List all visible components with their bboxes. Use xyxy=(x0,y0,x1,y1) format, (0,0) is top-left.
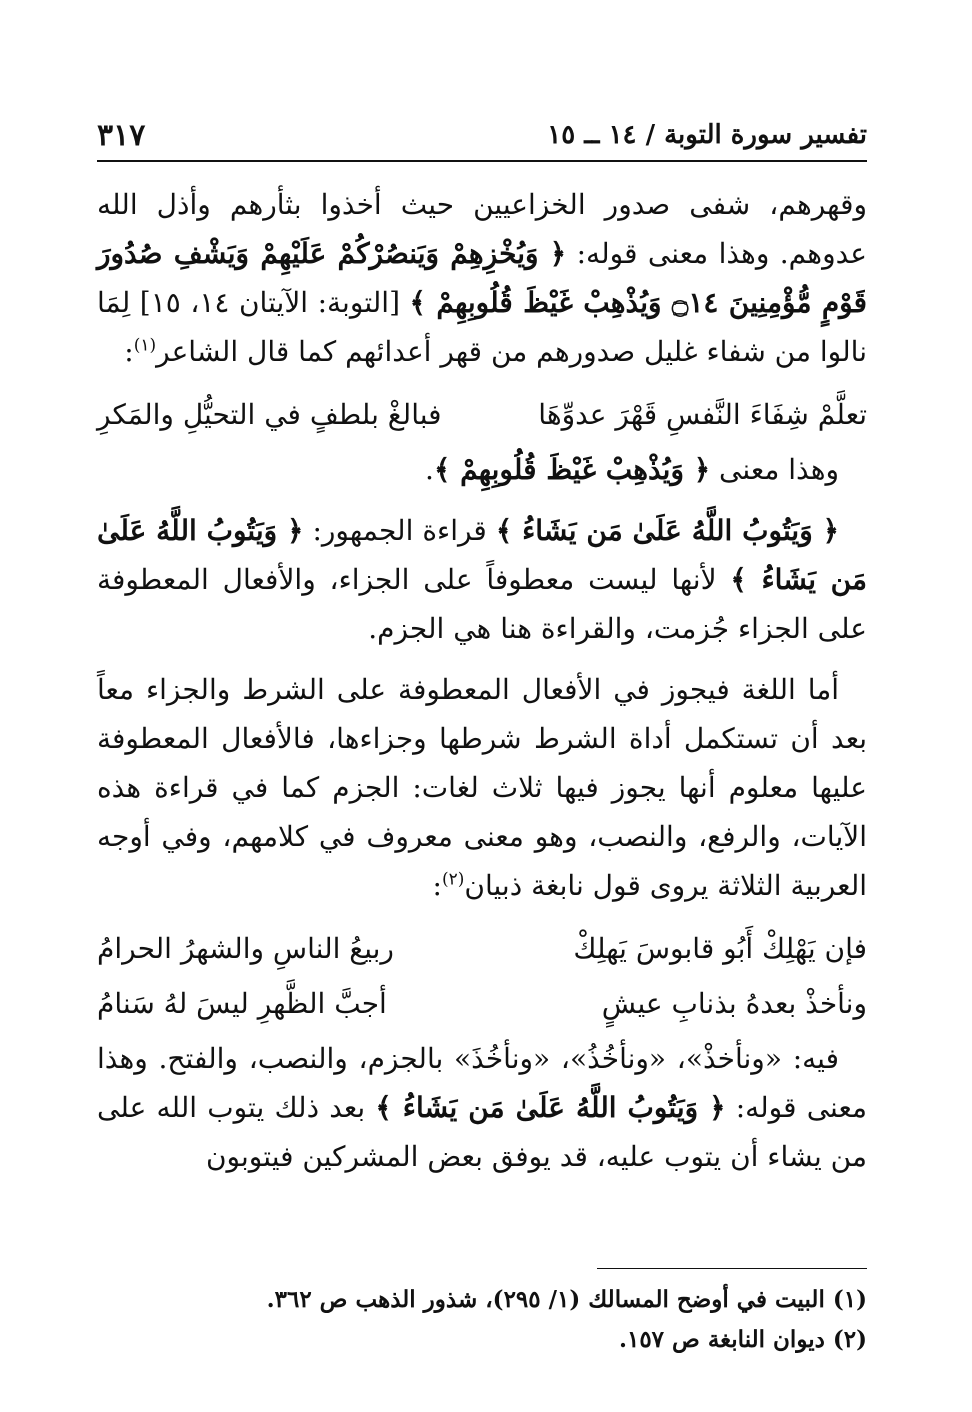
footnote-reference[interactable]: (١) xyxy=(133,335,157,356)
running-title: تفسير سورة التوبة / ١٤ ــ ١٥ xyxy=(547,120,867,150)
footnotes xyxy=(97,1280,867,1360)
paragraph-4 xyxy=(97,665,867,910)
quran-quote: ﴿ وَيُخْزِهِمْ وَيَنصُرْكُمْ عَلَيْهِمْ وَيَشْفِ صُدُورَ قَوْمٍ مُّؤْمِنِينَ ۝١٤ وَيُذْهِبْ غَيْظَ قُلُوبِهِمْ ﴾ xyxy=(97,237,868,319)
verse-hemistich-first: تعلَّمْ شِفَاءَ النَّفسِ قَهْرَ عدوِّهَا xyxy=(538,398,867,431)
text-run: فيه: «ونأخذْ»، «ونأخُذُ»، «ونأخُذَ» بالجزم، والنصب، والفتح. وهذا معنى قوله: xyxy=(97,1042,867,1124)
paragraph-5 xyxy=(97,1034,867,1181)
verse-hemistich-first: فإن يَهْلِكْ أَبُو قابوسَ يَهلِكْ xyxy=(573,932,867,965)
poetry-verses-2 xyxy=(97,924,867,1028)
text-run: لأنها ليست معطوفاً على الجزاء، والأفعال المعطوفة على الجزاء جُزمت، والقراءة هنا هي الجزم. xyxy=(97,563,867,645)
footnote-1 xyxy=(97,1280,867,1320)
footnote-text: ديوان النابغة ص ١٥٧. xyxy=(618,1326,825,1353)
footnote-reference[interactable]: (٢) xyxy=(441,869,465,890)
verse-hemistich-second: فبالغْ بلطفٍ في التحيُّلِ والمَكرِ xyxy=(97,398,442,431)
paragraph-3 xyxy=(97,506,867,653)
paragraph-2 xyxy=(97,445,867,494)
verse-hemistich-second: ربيعُ الناسِ والشهرُ الحرامُ xyxy=(97,932,394,965)
main-text xyxy=(97,180,867,1181)
header-divider xyxy=(97,160,867,162)
text-run: قراءة الجمهور: xyxy=(303,514,496,547)
text-run: بعد ذلك يتوب الله على من يشاء أن يتوب عليه، قد يوفق بعض المشركين فيتوبون xyxy=(97,1091,867,1173)
footnote-number: (١) xyxy=(832,1286,867,1313)
quran-quote: ﴿ وَيَتُوبُ اللَّهُ عَلَىٰ مَن يَشَاءُ ﴾ xyxy=(375,1091,726,1124)
text-run: : xyxy=(124,335,134,368)
poetry-verse-1 xyxy=(97,390,867,439)
text-run: [التوبة: الآيتان ١٤، ١٥] لِمَا نالوا من شفاء غليل صدورهم من قهر أعدائهم كما قال الشاعر xyxy=(97,286,867,368)
verse-hemistich-second: أجبَّ الظَّهرِ ليسَ لهُ سَنامُ xyxy=(97,987,387,1020)
page-header xyxy=(97,112,867,158)
poetry-verse xyxy=(97,979,867,1028)
footnote-2 xyxy=(97,1320,867,1360)
footnote-divider xyxy=(597,1268,867,1269)
quran-quote: ﴿ وَيَتُوبُ اللَّهُ عَلَىٰ مَن يَشَاءُ ﴾ xyxy=(495,514,839,547)
text-run: . xyxy=(425,453,434,486)
paragraph-1 xyxy=(97,180,867,376)
footnote-number: (٢) xyxy=(832,1326,867,1353)
verse-hemistich-first: ونأخذْ بعدهُ بذنابِ عيشٍ xyxy=(601,987,867,1020)
poetry-verse xyxy=(97,924,867,973)
text-run: أما اللغة فيجوز في الأفعال المعطوفة على الشرط والجزاء معاً بعد أن تستكمل أداة الشرط شرطها وجزاءها، فالأفعال المعطوفة عليها معلوم أنها يجوز فيها ثلاث لغات: الجزم كما في قراءة هذه الآيات، والرفع، والنصب، وهو معنى معروف في كلامهم، وفي أوجه العربية الثلاثة يروى قول نابغة ذبيان xyxy=(97,673,867,902)
quran-quote: ﴿ وَيُذْهِبْ غَيْظَ قُلُوبِهِمْ ﴾ xyxy=(433,453,711,486)
page-number: ٣١٧ xyxy=(97,117,146,153)
text-run: وقهرهم، شفى صدور الخزاعيين حيث أخذوا بثأرهم وأذل الله عدوهم. وهذا معنى قوله: xyxy=(97,188,867,270)
text-run: وهذا معنى xyxy=(710,453,839,486)
text-run: : xyxy=(432,869,442,902)
footnote-text: البيت في أوضح المسالك (١/ ٢٩٥)، شذور الذهب ص ٣٦٢. xyxy=(266,1286,825,1313)
quran-quote: ﴿ وَيَتُوبُ اللَّهُ عَلَىٰ مَن يَشَاءُ ﴾ xyxy=(97,514,867,596)
